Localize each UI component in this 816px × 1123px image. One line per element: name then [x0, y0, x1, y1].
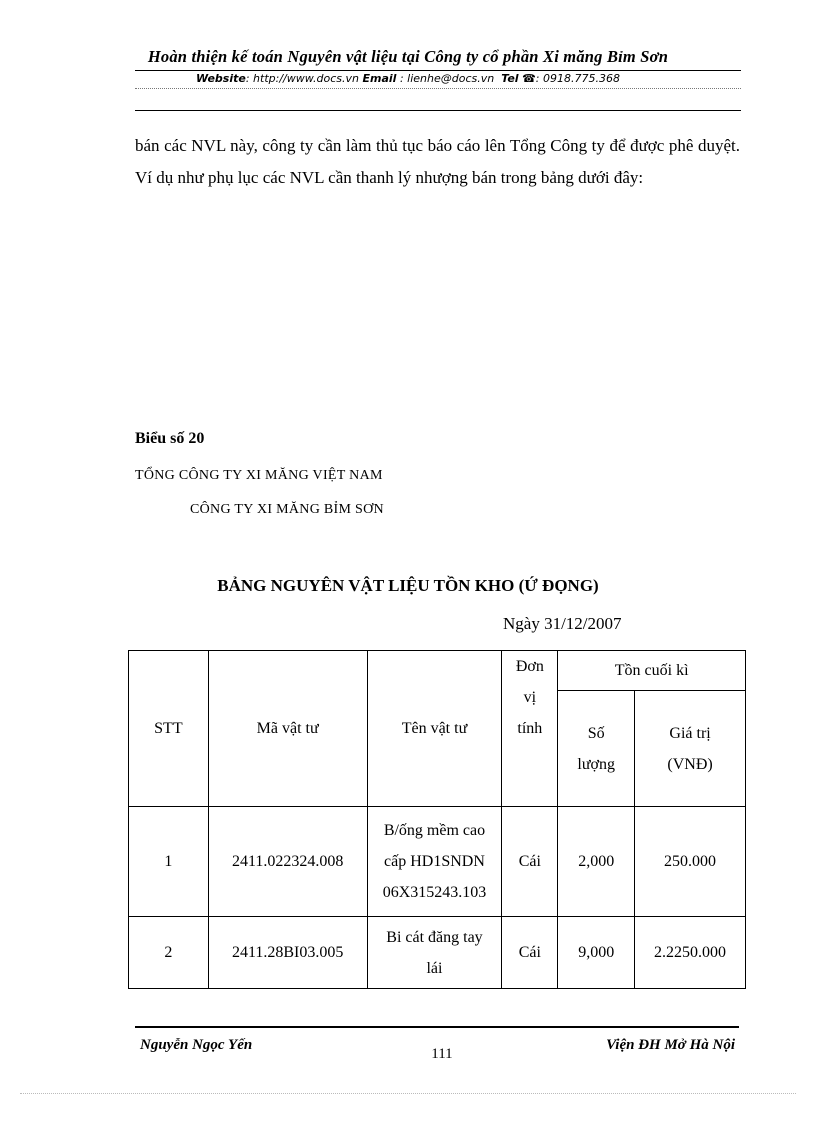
header-name: Tên vật tư [367, 651, 502, 807]
cell-name-line: 06X315243.103 [382, 884, 487, 901]
header-code: Mã vật tư [208, 651, 367, 807]
cell-code: 2411.022324.008 [208, 807, 367, 917]
footer-institution: Viện ĐH Mở Hà Nội [606, 1037, 735, 1053]
cell-name-line: B/ống mềm cao [383, 822, 486, 839]
header-contact-line [0, 72, 816, 85]
cell-name-line: cấp HD1SNDN [384, 853, 485, 870]
body-paragraph [135, 130, 740, 194]
paragraph-text: bán các NVL này, công ty cần làm thủ tục báo cáo lên Tổng Công ty để được phê duyệt. Ví dụ như phụ lục các NVL cần thanh lý nhượng bán trong bảng dưới đây: [135, 136, 740, 187]
footer-author: Nguyễn Ngọc Yến [140, 1037, 253, 1053]
table-title: BẢNG NGUYÊN VẬT LIỆU TỒN KHO (Ứ ĐỌNG) [217, 576, 599, 595]
table-header-row [129, 651, 746, 691]
header-unit-line: Đơn [515, 658, 544, 675]
cell-name-line: lái [426, 959, 443, 977]
footer-rule [135, 1026, 739, 1028]
cell-unit: Cái [502, 807, 558, 917]
header-qty-line: Số [587, 724, 605, 742]
cell-quantity: 2,000 [558, 807, 635, 917]
cell-name [367, 807, 502, 917]
cell-name [367, 917, 502, 989]
cell-stt: 2 [129, 917, 209, 989]
document-header-title: Hoàn thiện kế toán Nguyên vật liệu tại Công ty cổ phần Xi măng Bỉm Sơn [147, 47, 669, 66]
cell-quantity: 9,000 [558, 917, 635, 989]
header-bottom-rule [135, 110, 741, 111]
website-label: Website [196, 72, 246, 85]
tel-value: : 0918.775.368 [535, 72, 620, 85]
table-date: Ngày 31/12/2007 [503, 614, 622, 633]
header-value-line: (VNĐ) [667, 755, 713, 773]
table-row [129, 917, 746, 989]
email-label: Email [362, 72, 397, 85]
header-qty-line: lượng [577, 755, 615, 773]
header-rule [135, 70, 741, 71]
parent-organization: TỔNG CÔNG TY XI MĂNG VIỆT NAM [135, 468, 383, 483]
header-unit [502, 651, 558, 807]
table-row [129, 807, 746, 917]
header-unit-line: tính [517, 720, 543, 737]
company-name: CÔNG TY XI MĂNG BỈM SƠN [190, 502, 384, 517]
form-label: Biểu số 20 [135, 430, 205, 447]
header-dotted-rule [135, 88, 741, 89]
page-bottom-edge [20, 1093, 796, 1094]
header-closing-stock: Tồn cuối kì [558, 651, 746, 691]
header-value-line: Giá trị [669, 724, 711, 742]
inventory-table [128, 650, 746, 989]
phone-icon: ☎ [522, 72, 536, 85]
email-value: : lienhe@docs.vn [399, 72, 495, 85]
header-value [635, 691, 746, 807]
cell-unit: Cái [502, 917, 558, 989]
cell-code: 2411.28BI03.005 [208, 917, 367, 989]
cell-stt: 1 [129, 807, 209, 917]
page-number: 111 [431, 1046, 453, 1062]
cell-value: 2.2250.000 [635, 917, 746, 989]
header-quantity [558, 691, 635, 807]
header-stt: STT [129, 651, 209, 807]
website-value: : http://www.docs.vn [245, 72, 360, 85]
tel-label: Tel [501, 72, 519, 85]
header-unit-line: vị [523, 689, 537, 706]
cell-name-line: Bi cát đăng tay [386, 928, 483, 946]
cell-value: 250.000 [635, 807, 746, 917]
